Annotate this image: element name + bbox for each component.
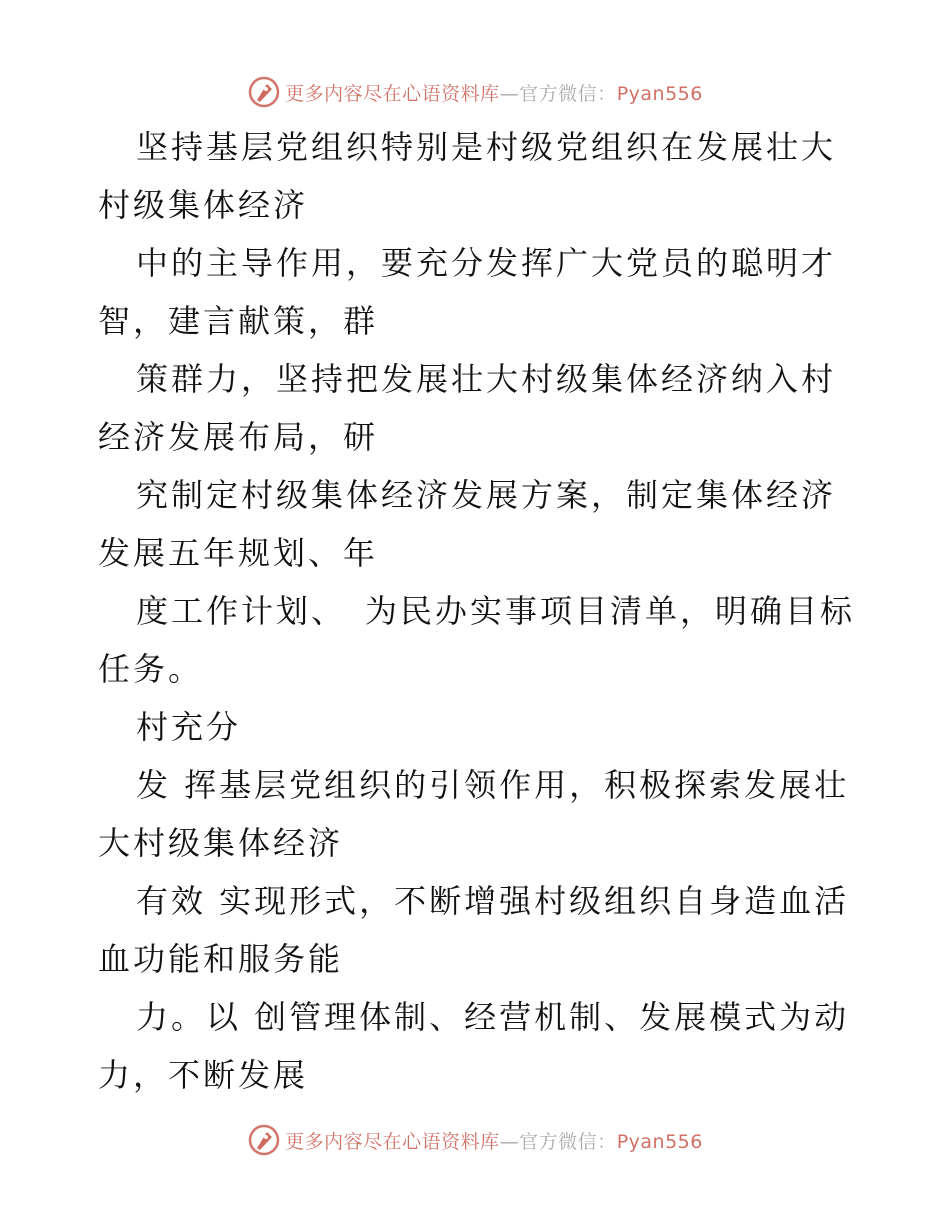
watermark-text [285, 79, 703, 106]
watermark-wechat-label: 官方微信： [519, 82, 617, 105]
paragraph: 中的主导作用，要充分发挥广大党员的聪明才智，建言献策，群 [98, 244, 837, 340]
footer-watermark [0, 1120, 950, 1160]
paragraph: 究制定村级集体经济发展方案，制定集体经济发展五年规划、年 [98, 476, 837, 572]
watermark-text [285, 1127, 703, 1154]
pen-nib-logo-icon [247, 1123, 281, 1157]
watermark-dash: — [499, 82, 520, 105]
paragraph: 有效 实现形式，不断增强村级组织自身造血活血功能和服务能 [98, 882, 850, 978]
watermark-wechat-label: 官方微信： [519, 1130, 617, 1153]
paragraph: 度工作计划、 为民办实事项目清单，明确目标任务。 [98, 592, 856, 688]
paragraph: 力。以 创管理体制、经营机制、发展模式为动力，不断发展 [98, 998, 850, 1094]
watermark-main: 更多内容尽在心语资料库 [285, 1130, 500, 1153]
watermark-wechat-id: Pyan556 [616, 1130, 703, 1153]
document-body [98, 118, 858, 1104]
watermark-main: 更多内容尽在心语资料库 [285, 82, 500, 105]
paragraph: 策群力，坚持把发展壮大村级集体经济纳入村经济发展布局，研 [98, 360, 837, 456]
paragraph: 发 挥基层党组织的引领作用，积极探索发展壮大村级集体经济 [98, 766, 850, 862]
header-watermark [0, 72, 950, 112]
watermark-wechat-id: Pyan556 [616, 82, 703, 105]
pen-nib-logo-icon [247, 75, 281, 109]
watermark-dash: — [499, 1130, 520, 1153]
paragraph: 坚持基层党组织特别是村级党组织在发展壮大村级集体经济 [98, 128, 837, 224]
paragraph: 村充分 [136, 708, 242, 746]
